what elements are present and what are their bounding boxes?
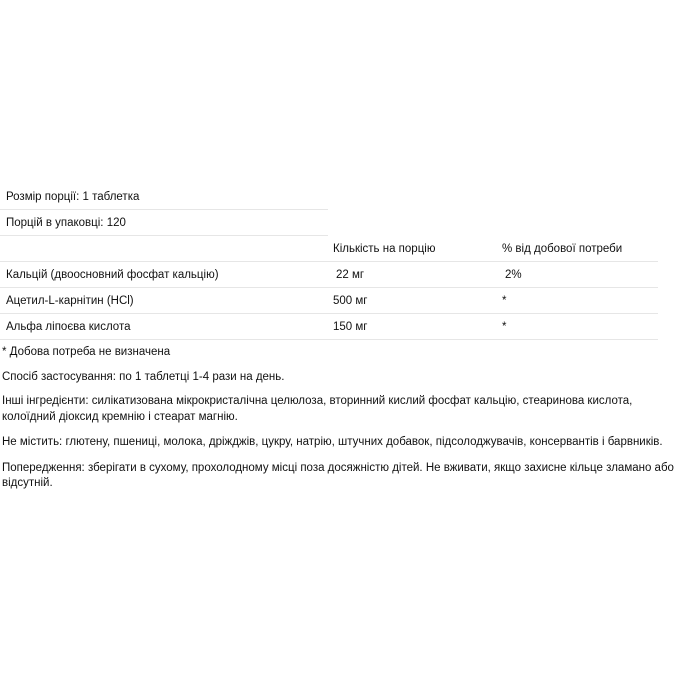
serving-size-row (0, 184, 328, 210)
table-row (0, 262, 658, 288)
ingredient-amount: 22 мг (336, 269, 365, 281)
ingredient-name: Альфа ліпоєва кислота (6, 321, 131, 333)
table-row (0, 314, 658, 340)
serving-size: Розмір порції: 1 таблетка (6, 191, 140, 203)
ingredient-amount: 150 мг (333, 321, 368, 333)
column-header-amount: Кількість на порцію (333, 243, 436, 255)
ingredient-name: Кальцій (двоосновний фосфат кальцію) (6, 269, 219, 281)
table-row (0, 288, 658, 314)
servings-per-container: Порцій в упаковці: 120 (6, 217, 126, 229)
ingredient-daily-value: * (502, 295, 507, 307)
ingredient-amount: 500 мг (333, 295, 368, 307)
warning-statement: Попередження: зберігати в сухому, прохолодному місці поза досяжністю дітей. Не вживати, якщо захисне кільце зламано або відсутній. (2, 461, 674, 489)
table-header-row (0, 236, 658, 262)
product-notes (2, 345, 686, 492)
free-from-statement: Не містить: глютену, пшениці, молока, дріжджів, цукру, натрію, штучних добавок, підсолоджувачів, консервантів і барвників. (2, 436, 663, 448)
ingredient-daily-value: 2% (505, 269, 522, 281)
supplement-facts-table (0, 184, 660, 340)
usage-directions: Спосіб застосування: по 1 таблетці 1-4 рази на день. (2, 370, 285, 383)
column-header-daily-value: % від добової потреби (502, 243, 623, 255)
servings-per-container-row (0, 210, 328, 236)
ingredient-daily-value: * (502, 321, 507, 333)
daily-value-footnote: * Добова потреба не визначена (2, 346, 171, 358)
ingredient-name: Ацетил-L-карнітин (HCl) (6, 295, 134, 307)
other-ingredients: Інші інгредієнти: силікатизована мікрокристалічна целюлоза, вторинний кислий фосфат кальцію, стеаринова кислота, колоїдний діоксид кремнію і стеарат магнію. (2, 395, 633, 423)
